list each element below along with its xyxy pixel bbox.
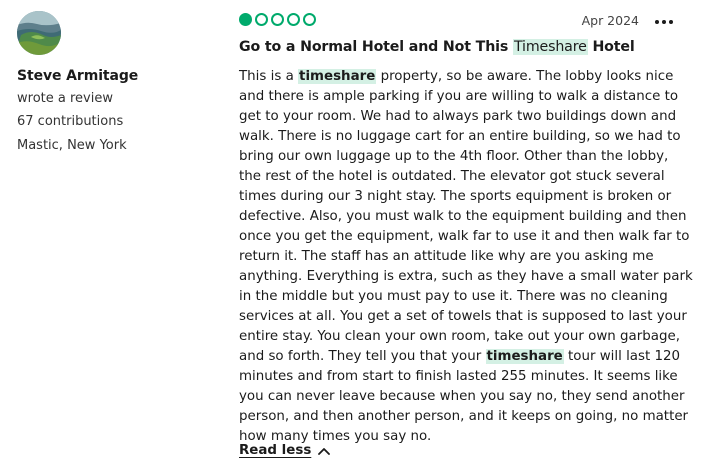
- read-less-link[interactable]: [239, 443, 330, 458]
- review-body: [239, 67, 693, 447]
- review-text: tour will last 120: [563, 349, 681, 364]
- review-text: return it. The staff has an attitude like why are you asking me: [239, 249, 654, 264]
- review-text-line: [239, 307, 687, 327]
- keyword-highlight: timeshare: [486, 349, 563, 364]
- review-text-line: [239, 187, 679, 207]
- more-options-icon: [655, 20, 659, 24]
- review-date: Apr 2024: [581, 13, 639, 28]
- read-less-label: Read less: [239, 443, 312, 458]
- rating-bubble-empty: [271, 13, 284, 26]
- review-text: walk. There is no luggage cart for an entire building, so we had to: [239, 129, 681, 144]
- review-text-line: [239, 387, 685, 407]
- reviewer-avatar[interactable]: [17, 11, 61, 55]
- review-text: the rest of the hotel is outdated. The elevator got stuck several: [239, 169, 665, 184]
- review-text-line: [239, 347, 679, 367]
- review-text-line: [239, 267, 693, 287]
- more-options-icon-dot: [662, 20, 666, 24]
- review-text: anything. Everything is extra, such as they have a small water park: [239, 269, 693, 284]
- review-text: get to your room. We had to always park two buildings down and: [239, 109, 677, 124]
- review-text: person, and then another person, and it keeps on going, no matter: [239, 409, 689, 424]
- review-text-line: [239, 287, 679, 307]
- rating-bubble-empty: [255, 13, 268, 26]
- review-text: services at all. You get a set of towels that is supposed to last your: [239, 309, 687, 324]
- review-text: in the middle but you must pay to use it. There was no cleaning: [239, 289, 668, 304]
- review-text-line: [239, 167, 679, 187]
- review-text: times during our 3 night stay. The sports equipment is broken or: [239, 189, 672, 204]
- review-text: bring our own luggage up to the 4th floor. Other than the lobby,: [239, 149, 669, 164]
- review-text-line: [239, 87, 679, 107]
- rating-bubble-filled: [239, 13, 252, 26]
- review-text-line: [239, 327, 679, 347]
- review-title[interactable]: [239, 39, 635, 55]
- review-text-line: [239, 227, 690, 247]
- review-text: property, so be aware. The lobby looks nice: [376, 69, 674, 84]
- review-text: and there is ample parking if you are willing to walk a distance to: [239, 89, 679, 104]
- review-text: once you get the equipment, walk far to use it and then walk far to: [239, 229, 690, 244]
- review-text-line: [239, 367, 679, 387]
- review-text-line: [239, 127, 679, 147]
- reviewer-name[interactable]: Steve Armitage: [17, 68, 139, 84]
- review-text: and so forth. They tell you that your: [239, 349, 486, 364]
- review-text: defective. Also, you must walk to the equipment building and then: [239, 209, 687, 224]
- more-options-icon-dot: [669, 20, 673, 24]
- review-text: you can never leave because when you say no, they send another: [239, 389, 685, 404]
- review-text-line: [239, 147, 679, 167]
- review-title-highlight: Timeshare: [513, 39, 587, 55]
- rating-bubbles: [239, 13, 316, 26]
- reviewer-location: Mastic, New York: [17, 138, 127, 153]
- review-text-line: [239, 67, 679, 87]
- avatar-landscape-image: [17, 11, 61, 55]
- reviewer-action: wrote a review: [17, 91, 113, 106]
- review-text-line: [239, 247, 679, 267]
- review-title-text: Go to a Normal Hotel and Not This: [239, 39, 513, 55]
- rating-bubble-empty: [287, 13, 300, 26]
- review-text: This is a: [239, 69, 299, 84]
- review-text: minutes and from start to finish lasted 255 minutes. It seems like: [239, 369, 678, 384]
- more-options-button[interactable]: [650, 12, 678, 32]
- review-text-line: [239, 207, 687, 227]
- review-text: entire stay. You clean your own room, take out your own garbage,: [239, 329, 680, 344]
- chevron-up-icon: [318, 447, 330, 455]
- review-text: how many times you say no.: [239, 429, 432, 444]
- rating-bubble-empty: [303, 13, 316, 26]
- review-text-line: [239, 407, 689, 427]
- keyword-highlight: timeshare: [299, 69, 376, 84]
- review-text-line: [239, 107, 679, 127]
- review-title-text-end: Hotel: [587, 39, 635, 55]
- reviewer-contributions: 67 contributions: [17, 114, 124, 129]
